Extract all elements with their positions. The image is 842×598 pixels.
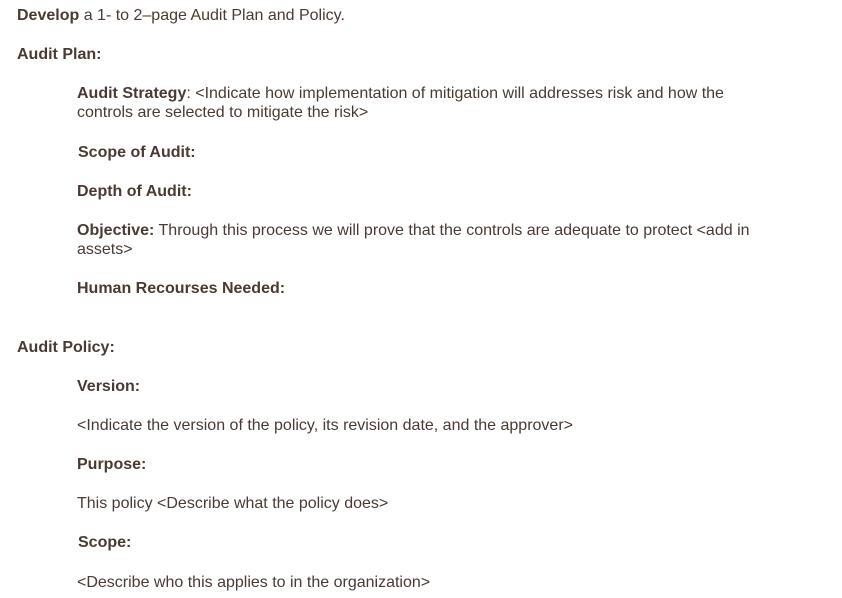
intro-line <box>17 6 345 25</box>
scope-of-audit-label: Scope of Audit: <box>78 144 196 161</box>
audit-strategy-label: Audit Strategy <box>77 85 187 102</box>
purpose-label: Purpose: <box>77 456 147 473</box>
objective-label: Objective: <box>77 222 155 239</box>
audit-strategy-paragraph <box>77 84 777 122</box>
scope-label: Scope: <box>78 534 132 551</box>
intro-text: a 1- to 2–page Audit Plan and Policy. <box>79 7 345 24</box>
purpose-text: This policy <Describe what the policy does> <box>77 495 389 512</box>
audit-policy-heading: Audit Policy: <box>17 339 115 356</box>
depth-of-audit-label: Depth of Audit: <box>77 183 192 200</box>
human-resources-label: Human Recourses Needed: <box>77 280 286 297</box>
version-label: Version: <box>77 378 141 395</box>
intro-bold: Develop <box>17 7 80 24</box>
version-text: <Indicate the version of the policy, its revision date, and the approver> <box>77 417 573 434</box>
audit-plan-heading: Audit Plan: <box>17 46 102 63</box>
scope-text: <Describe who this applies to in the organization> <box>77 574 431 591</box>
objective-text: Through this process we will prove that the controls are adequate to protect <add in assets> <box>77 222 750 258</box>
objective-paragraph <box>77 221 787 259</box>
audit-strategy-text: : <Indicate how implementation of mitigation will addresses risk and how the controls are selected to mitigate the risk> <box>77 85 724 121</box>
